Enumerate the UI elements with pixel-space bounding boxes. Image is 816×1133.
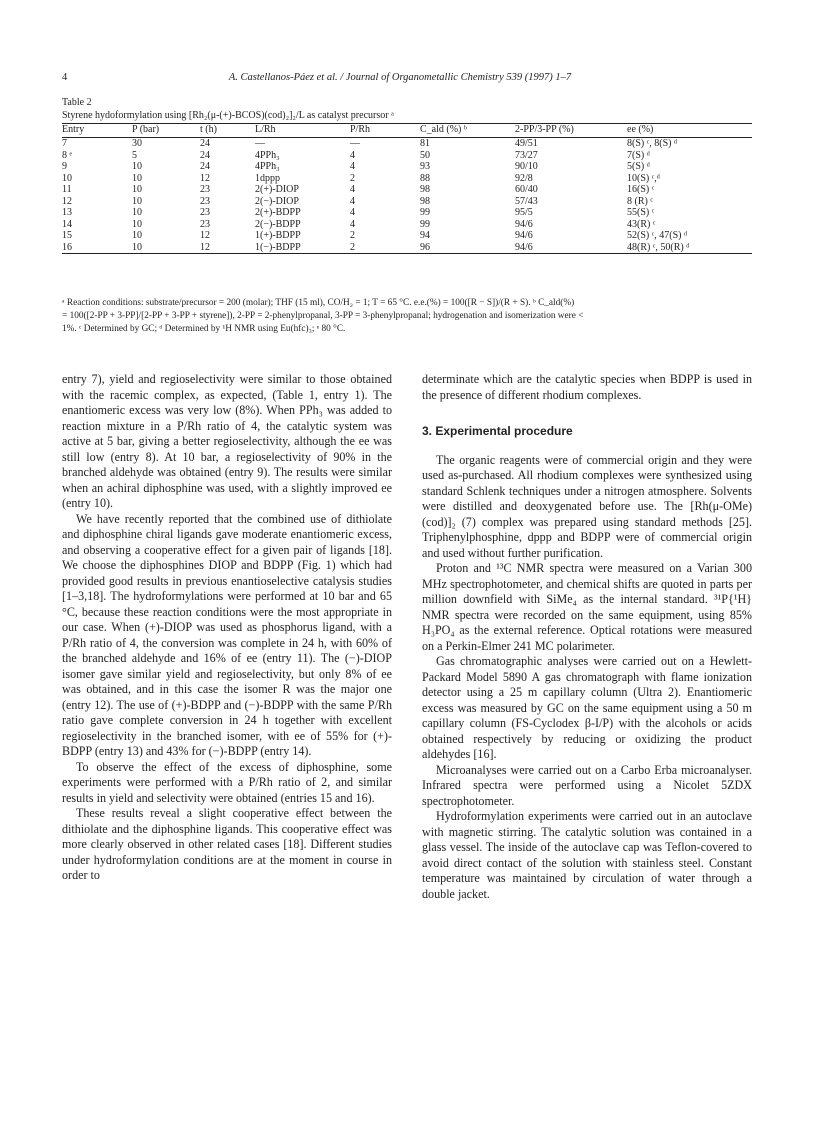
- cell-time: 23: [200, 218, 210, 230]
- cell-l-rh: 4PPh₃: [255, 149, 280, 161]
- cell-entry: 15: [62, 230, 72, 241]
- col-header-c-ald: C_ald (%) ᵇ: [420, 124, 467, 135]
- cell-p-rh: 4: [350, 161, 355, 172]
- section-heading: 3. Experimental procedure: [422, 424, 573, 438]
- cell-p-rh: 2: [350, 230, 355, 241]
- cell-ee: 52(S) ᶜ, 47(S) ᵈ: [627, 230, 688, 241]
- running-head: A. Castellanos-Páez et al. / Journal of Organometallic Chemistry 539 (1997) 1–7: [228, 72, 572, 83]
- right-column: [422, 372, 752, 902]
- cell-l-rh: 1(−)-BDPP: [255, 241, 301, 253]
- cell-pressure: 5: [132, 149, 137, 161]
- cell-p-rh: 4: [350, 218, 355, 230]
- col-header-time: t (h): [200, 124, 217, 135]
- cell-c-ald: 81: [420, 138, 430, 149]
- cell-l-rh: 1dppp: [255, 172, 280, 184]
- paragraph: Hydroformylation experiments were carried out in an autoclave with magnetic stirring. The catalytic solution was contained in a glass vessel. The inside of the autoclave cap was Teflon-covered to avoid direct contact of the solution with stainless steel. Constant temperature was maintained by circulation of water through a double jacket.: [422, 809, 752, 901]
- paragraph: These results reveal a slight cooperative effect between the dithiolate and the diphosphine ligands. This cooperative effect was more clearly observed in other related cases [18]. Different studies under hydroformylation conditions are at the moment in course in order to: [62, 806, 392, 882]
- cell-time: 12: [200, 172, 210, 184]
- cell-entry: 12: [62, 195, 72, 207]
- cell-c-ald: 98: [420, 195, 430, 207]
- table-row: [62, 207, 752, 219]
- cell-l-rh: 4PPh₃: [255, 161, 280, 172]
- cell-entry: 16: [62, 241, 72, 253]
- cell-c-ald: 88: [420, 172, 430, 184]
- cell-c-ald: 99: [420, 218, 430, 230]
- cell-c-ald: 99: [420, 207, 430, 218]
- paragraph: entry 7), yield and regioselectivity were similar to those obtained with the racemic complex, as expected, (Table 1, entry 1). The enantiomeric excess was very low (8%). When PPh₃ was added to reaction mixture in a P/Rh ratio of 4, the catalytic system was active at 5 bar, giving a better regioselectivity, although the ee was still low (entry 8). At 10 bar, a regioselectivity of 90% in the branched aldehyde was obtained (entry 9). The results were similar when an achiral diphosphine was used, with a slightly improved ee (entry 10).: [62, 372, 392, 510]
- cell-c-ald: 50: [420, 149, 430, 161]
- cell-pp-ratio: 94/6: [515, 230, 533, 241]
- cell-pressure: 10: [132, 241, 142, 253]
- paragraph: To observe the effect of the excess of diphosphine, some experiments were performed with a P/Rh ratio of 2, and similar results in yield and selectivity were obtained (entries 15 and 16).: [62, 759, 392, 805]
- cell-pp-ratio: 92/8: [515, 172, 533, 184]
- cell-pp-ratio: 94/6: [515, 218, 533, 230]
- col-header-entry: Entry: [62, 124, 85, 135]
- cell-time: 24: [200, 161, 210, 172]
- cell-pp-ratio: 90/10: [515, 161, 538, 172]
- cell-l-rh: —: [255, 138, 265, 149]
- cell-time: 24: [200, 138, 210, 149]
- cell-entry: 8 ᵉ: [62, 149, 73, 161]
- col-header-p-rh: P/Rh: [350, 124, 371, 135]
- cell-time: 12: [200, 241, 210, 253]
- cell-p-rh: 2: [350, 241, 355, 253]
- cell-ee: 5(S) ᵈ: [627, 161, 650, 172]
- cell-ee: 8 (R) ᶜ: [627, 195, 653, 207]
- cell-c-ald: 93: [420, 161, 430, 172]
- table-row: [62, 184, 752, 196]
- cell-pressure: 30: [132, 138, 142, 149]
- table-caption: Styrene hydoformylation using [Rh₂(μ-(+)-BCOS)(cod)₂]₂/L as catalyst precursor ᵃ: [62, 110, 394, 121]
- cell-p-rh: —: [350, 138, 360, 149]
- col-header-pressure: P (bar): [132, 124, 160, 135]
- cell-l-rh: 1(+)-BDPP: [255, 230, 301, 241]
- table-row: [62, 138, 752, 150]
- cell-pressure: 10: [132, 230, 142, 241]
- cell-entry: 7: [62, 138, 67, 149]
- paragraph-continuation: determinate which are the catalytic species when BDPP is used in the presence of different rhodium complexes.: [422, 372, 752, 402]
- paragraph: We have recently reported that the combined use of dithiolate and diphosphine chiral ligands gave moderate enantiomeric excess, and observing a cooperative effect for a given pair of ligands [18]. We choose the diphosphines DIOP and BDPP (Fig. 1) which had provided good results in previous enantioselective catalysis studies [1–3,18]. The hydroformylations were performed at 10 bar and 65 °C, because these reaction conditions were the most appropriate in our case. When (+)-DIOP was used as phosphorus ligand, with a P/Rh ratio of 4, the conversion was complete in 24 h, with 60% of the branched aldehyde and 16% of ee (entry 11). The (−)-DIOP isomer gave similar yield and regioselectivity, but only 8% of ee was obtained, and in this case the isomer R was the major one (entry 12). The use of (+)-BDPP and (−)-BDPP with the same P/Rh ratio gave complete conversion in 24 h together with excellent regioselectivity in the branched isomer, with ee of 55% for (+)-BDPP (entry 13) and 43% for (−)-BDPP (entry 14).: [62, 511, 392, 758]
- cell-entry: 11: [62, 184, 72, 195]
- cell-p-rh: 4: [350, 195, 355, 207]
- table-row: [62, 161, 752, 173]
- cell-pressure: 10: [132, 172, 142, 184]
- cell-ee: 10(S) ᶜ,ᵈ: [627, 172, 660, 184]
- footnote-line-1: ᵃ Reaction conditions: substrate/precursor = 200 (molar); THF (15 ml), CO/H₂ = 1; T = 65 °C. e.e.(%) = 100([R − S])/(R + S). ᵇ C_ald(%): [62, 298, 575, 308]
- left-column: [62, 372, 392, 884]
- table-row: [62, 230, 752, 242]
- paragraph: Proton and ¹³C NMR spectra were measured on a Varian 300 MHz spectrophotometer, and chemical shifts are quoted in parts per million downfield with SiMe₄ as the internal standard. ³¹P{¹H} NMR spectra were recorded on the same equipment, using 85% H₃PO₄ as the external reference. Optical rotations were measured on a Perkin-Elmer 241 MC polarimeter.: [422, 561, 752, 653]
- cell-pp-ratio: 49/51: [515, 138, 538, 149]
- table-row: [62, 173, 752, 185]
- paragraph: Microanalyses were carried out on a Carbo Erba microanalyser. Infrared spectra were performed using a Nicolet 5ZDX spectrophotometer.: [422, 762, 752, 808]
- table-row: [62, 150, 752, 162]
- cell-time: 12: [200, 230, 210, 241]
- cell-pressure: 10: [132, 195, 142, 207]
- cell-pressure: 10: [132, 184, 142, 195]
- cell-ee: 43(R) ᶜ: [627, 218, 656, 230]
- cell-pp-ratio: 95/5: [515, 207, 533, 218]
- cell-pp-ratio: 60/40: [515, 184, 538, 195]
- table-header-row: [62, 124, 752, 138]
- footnote-line-2: = 100([2-PP + 3-PP]/[2-PP + 3-PP + styrene]), 2-PP = 2-phenylpropanal, 3-PP = 3-phenylpropanal; hydrogenation and isomerization were <: [62, 311, 584, 321]
- cell-time: 24: [200, 149, 210, 161]
- cell-entry: 9: [62, 161, 67, 172]
- table-row: [62, 242, 752, 254]
- cell-pp-ratio: 73/27: [515, 149, 538, 161]
- cell-p-rh: 4: [350, 184, 355, 195]
- table-row: [62, 219, 752, 231]
- cell-c-ald: 98: [420, 184, 430, 195]
- col-header-pp-ratio: 2-PP/3-PP (%): [515, 124, 574, 135]
- cell-l-rh: 2(−)-BDPP: [255, 218, 301, 230]
- cell-ee: 8(S) ᶜ, 8(S) ᵈ: [627, 138, 678, 149]
- cell-p-rh: 4: [350, 149, 355, 161]
- footnote-line-3: 1%. ᶜ Determined by GC; ᵈ Determined by ¹H NMR using Eu(hfc)₃; ᵉ 80 °C.: [62, 324, 346, 334]
- cell-ee: 16(S) ᶜ: [627, 184, 655, 195]
- table-footnote: [62, 297, 752, 336]
- cell-pressure: 10: [132, 161, 142, 172]
- cell-time: 23: [200, 207, 210, 218]
- table-2: [62, 96, 752, 254]
- cell-l-rh: 2(+)-BDPP: [255, 207, 301, 218]
- cell-pressure: 10: [132, 218, 142, 230]
- cell-pp-ratio: 57/43: [515, 195, 538, 207]
- cell-time: 23: [200, 184, 210, 195]
- table-label: Table 2: [62, 97, 92, 108]
- cell-p-rh: 4: [350, 207, 355, 218]
- cell-c-ald: 94: [420, 230, 430, 241]
- cell-l-rh: 2(−)-DIOP: [255, 195, 299, 207]
- paragraph: Gas chromatographic analyses were carried out on a Hewlett-Packard Model 5890 A gas chromatograph with flame ionization detector using a 25 m capillary column (Ultra 2). Enantiomeric excess was measured by GC on the same equipment using a 50 m capillary column (FS-Cyclodex β-I/P) with the alcohols or acids obtained respectively by reducing or oxidizing the product aldehydes [16].: [422, 654, 752, 761]
- cell-entry: 13: [62, 207, 72, 218]
- cell-ee: 48(R) ᶜ, 50(R) ᵈ: [627, 241, 690, 253]
- cell-ee: 55(S) ᶜ: [627, 207, 655, 218]
- results-table: [62, 123, 752, 254]
- cell-time: 23: [200, 195, 210, 207]
- paragraph: The organic reagents were of commercial origin and they were used as-purchased. All rhodium complexes were synthesized using standard Schlenk techniques under a nitrogen atmosphere. Solvents were distilled and deoxygenated before use. The [Rh(μ-OMe)(cod)]₂ (7) complex was prepared using standard methods [25]. Triphenylphosphine, dppp and BDPP were of commercial origin and used without further purification.: [422, 452, 752, 560]
- cell-entry: 10: [62, 172, 72, 184]
- cell-p-rh: 2: [350, 172, 355, 184]
- cell-entry: 14: [62, 218, 72, 230]
- col-header-l-rh: L/Rh: [255, 124, 276, 135]
- page-number: 4: [62, 72, 68, 83]
- cell-pp-ratio: 94/6: [515, 241, 533, 253]
- table-row: [62, 196, 752, 208]
- cell-l-rh: 2(+)-DIOP: [255, 184, 299, 195]
- cell-ee: 7(S) ᵈ: [627, 149, 650, 161]
- col-header-ee: ee (%): [627, 124, 654, 135]
- cell-pressure: 10: [132, 207, 142, 218]
- cell-c-ald: 96: [420, 241, 430, 253]
